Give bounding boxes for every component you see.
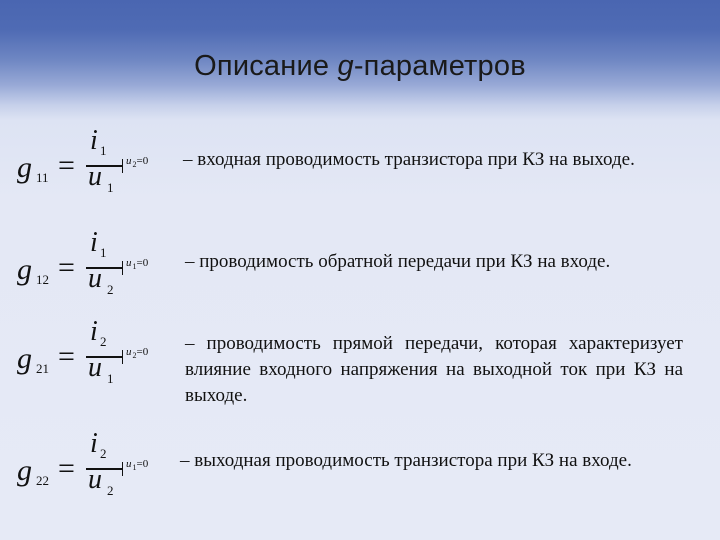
equals-sign: = — [58, 149, 75, 182]
condition-var: u — [126, 346, 132, 358]
description-g21: – проводимость прямой передачи, которая характеризует влияние входного напряжения на выходной ток при КЗ на выходе. — [185, 333, 683, 406]
denominator-index: 2 — [107, 483, 114, 498]
slide-title — [0, 50, 720, 83]
denominator-index: 2 — [107, 282, 114, 297]
description-g22: – выходная проводимость транзистора при КЗ на входе. — [180, 450, 632, 471]
denominator: u — [88, 464, 102, 495]
denominator: u — [88, 161, 102, 192]
condition-value: =0 — [136, 458, 149, 470]
condition-value: =0 — [136, 257, 149, 269]
condition-index: 1 — [132, 463, 137, 472]
condition — [126, 346, 148, 358]
evaluation-bar — [122, 159, 123, 173]
formula-symbol: g — [17, 454, 32, 487]
condition-value: =0 — [136, 346, 149, 358]
condition-var: u — [126, 257, 132, 269]
evaluation-bar — [122, 462, 123, 476]
formula-g21 — [10, 316, 180, 396]
numerator: i — [90, 316, 98, 347]
title-symbol: g — [337, 50, 354, 82]
denominator: u — [88, 352, 102, 383]
formula-symbol: g — [17, 151, 32, 184]
numerator: i — [90, 227, 98, 258]
equals-sign: = — [58, 340, 75, 373]
description-g12: – проводимость обратной передачи при КЗ на входе. — [185, 251, 611, 272]
formula-symbol: g — [17, 253, 32, 286]
numerator-index: 2 — [100, 334, 107, 349]
condition — [126, 458, 148, 470]
condition-var: u — [126, 155, 132, 167]
formula-g22 — [10, 428, 180, 508]
numerator-index: 1 — [100, 143, 107, 158]
formula-index: 22 — [36, 473, 49, 488]
numerator-index: 2 — [100, 446, 107, 461]
equals-sign: = — [58, 251, 75, 284]
formula-index: 11 — [36, 170, 49, 185]
condition-index: 2 — [132, 160, 137, 169]
numerator: i — [90, 125, 98, 156]
condition — [126, 257, 148, 269]
description-g11: – входная проводимость транзистора при КЗ на выходе. — [183, 149, 635, 170]
formula-g12 — [10, 227, 180, 307]
denominator-index: 1 — [107, 180, 114, 195]
formula-symbol: g — [17, 342, 32, 375]
condition — [126, 155, 148, 167]
formula-index: 12 — [36, 272, 49, 287]
equals-sign: = — [58, 452, 75, 485]
denominator: u — [88, 263, 102, 294]
evaluation-bar — [122, 261, 123, 275]
condition-index: 1 — [132, 262, 137, 271]
numerator-index: 1 — [100, 245, 107, 260]
numerator: i — [90, 428, 98, 459]
condition-var: u — [126, 458, 132, 470]
title-prefix: Описание — [194, 50, 338, 82]
denominator-index: 1 — [107, 371, 114, 386]
evaluation-bar — [122, 350, 123, 364]
title-suffix: -параметров — [353, 50, 526, 82]
condition-value: =0 — [136, 155, 149, 167]
formula-g11 — [10, 125, 180, 205]
formula-index: 21 — [36, 361, 49, 376]
condition-index: 2 — [132, 351, 137, 360]
